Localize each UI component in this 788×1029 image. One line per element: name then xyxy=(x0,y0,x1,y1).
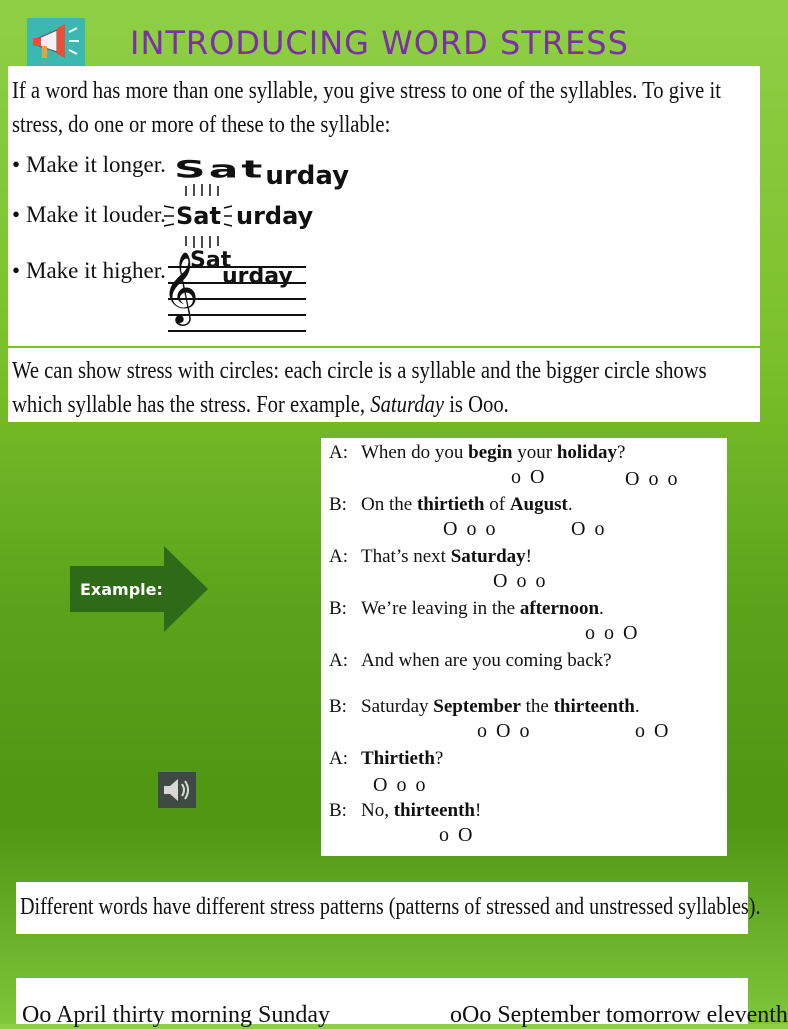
bullet-louder-text: Make it louder. xyxy=(26,202,166,227)
dialogue-text: No, thirteenth! xyxy=(361,800,482,821)
bullet-longer-text: Make it longer. xyxy=(26,152,166,177)
stress-pattern: o O xyxy=(439,824,475,846)
stress-pattern: o O xyxy=(511,466,547,488)
bullet-louder: • Make it louder. xyxy=(12,202,166,227)
bullet-higher-text: Make it higher. xyxy=(26,258,166,283)
longer-stressed: Sat xyxy=(174,155,266,184)
speaker-label: A: xyxy=(329,650,348,671)
dialogue-text: When do you begin your holiday? xyxy=(361,442,626,463)
page-title: INTRODUCING WORD STRESS xyxy=(130,24,629,62)
longer-rest: urday xyxy=(265,161,350,191)
stress-pattern: o o O xyxy=(585,622,640,644)
megaphone-icon xyxy=(27,18,85,66)
dialogue-line xyxy=(329,800,481,822)
dialogue-text: We’re leaving in the afternoon. xyxy=(361,598,604,619)
higher-rest: urday xyxy=(222,264,293,289)
bullet-higher: • Make it higher. xyxy=(12,258,166,283)
dialogue-line xyxy=(329,598,604,620)
stress-pattern: O o o xyxy=(493,570,548,592)
ooo-examples: oOo September tomorrow eleventh xyxy=(450,1002,788,1028)
dialogue-line xyxy=(329,650,612,672)
stress-intro-panel xyxy=(8,66,760,346)
dialogue-text: Thirtieth? xyxy=(361,748,444,769)
circles-text-b: is Ooo. xyxy=(449,392,509,418)
speaker-label: B: xyxy=(329,696,347,717)
circles-text-a: We can show stress with circles: each circle is a syllable and the bigger circle shows which syllable has the stress. For example, xyxy=(12,358,707,418)
speaker-label: B: xyxy=(329,800,347,821)
stress-pattern: O o o xyxy=(443,518,498,540)
dialogue-text: That’s next Saturday! xyxy=(361,546,532,567)
higher-demo xyxy=(158,246,308,338)
louder-rest: urday xyxy=(236,202,314,230)
stress-pattern: O o o xyxy=(625,468,680,490)
bullet-longer: • Make it longer. xyxy=(12,152,166,177)
intro-text: If a word has more than one syllable, you give stress to one of the syllables. To give it stress, do one or more of these to the syllable: xyxy=(12,78,721,138)
speaker-label: B: xyxy=(329,598,347,619)
treble-clef-icon: 𝄞 xyxy=(162,250,199,323)
oo-examples: Oo April thirty morning Sunday xyxy=(22,1002,330,1028)
dialogue-line xyxy=(329,494,573,516)
stress-pattern: O o xyxy=(571,518,607,540)
dialogue-line xyxy=(329,748,443,770)
stress-pattern: o O xyxy=(635,720,671,742)
circles-panel xyxy=(8,348,760,422)
stress-pattern: O o o xyxy=(373,774,428,796)
stress-pattern: o O o xyxy=(477,720,532,742)
staff-line xyxy=(168,330,306,332)
speaker-label: A: xyxy=(329,546,348,567)
circles-word: Saturday xyxy=(370,392,445,418)
speaker-label: A: xyxy=(329,442,348,463)
dialogue-text: And when are you coming back? xyxy=(361,650,612,671)
example-arrow xyxy=(70,546,208,632)
dialogue-panel xyxy=(321,438,727,856)
speaker-icon[interactable] xyxy=(158,772,196,808)
speaker-label: A: xyxy=(329,748,348,769)
dialogue-text: Saturday September the thirteenth. xyxy=(361,696,640,717)
word-examples-panel xyxy=(16,978,788,1028)
louder-demo xyxy=(158,184,314,248)
example-label: Example: xyxy=(80,580,163,599)
dialogue-text: On the thirtieth of August. xyxy=(361,494,573,515)
title-bar xyxy=(0,0,768,66)
circles-text xyxy=(12,354,757,422)
dialogue-line xyxy=(329,546,532,568)
higher-stressed: Sat xyxy=(190,248,232,273)
different-patterns-text: Different words have different stress patterns (patterns of stressed and unstressed syllables). xyxy=(20,894,761,920)
arrow-head-icon xyxy=(164,546,208,632)
different-patterns-panel xyxy=(16,882,761,934)
dialogue-line xyxy=(329,696,640,718)
speaker-label: B: xyxy=(329,494,347,515)
louder-stressed: Sat xyxy=(176,202,221,230)
dialogue-line xyxy=(329,442,625,464)
